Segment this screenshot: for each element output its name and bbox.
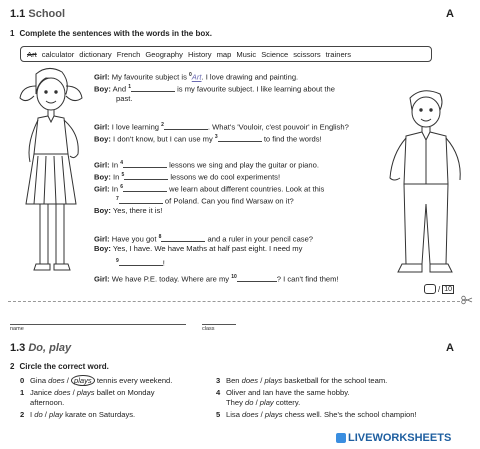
- line-text: . What's 'Vouloir, c'est pouvoir' in English?: [207, 122, 349, 132]
- line-text: In: [113, 172, 122, 182]
- speaker-label: Boy:: [94, 134, 111, 144]
- exercise-2-right-column: [216, 376, 478, 422]
- dialogue-line: [94, 206, 162, 216]
- boy-illustration: [382, 84, 474, 294]
- exercise-2-left-column: [20, 376, 216, 422]
- exercise-2-item: 3 Ben does / plays basketball for the school team.: [216, 376, 388, 385]
- answer-blank[interactable]: [124, 171, 168, 180]
- scissors-icon: [461, 295, 473, 305]
- option-a[interactable]: do: [245, 398, 254, 407]
- gap-number: 10: [231, 274, 237, 280]
- speaker-label: Girl:: [94, 160, 110, 170]
- answer-example: Art: [191, 72, 202, 82]
- word-box-item: Geography: [145, 49, 183, 59]
- line-text: And: [112, 84, 129, 94]
- word-box-item: Art: [27, 49, 37, 59]
- name-line: [10, 324, 186, 325]
- line-text: My favourite subject is: [111, 72, 189, 82]
- speaker-label: Girl:: [94, 184, 110, 194]
- item-text: karate on Saturdays.: [62, 410, 136, 419]
- word-box-item: French: [116, 49, 141, 59]
- dialogue-line: [94, 244, 302, 254]
- cut-line: [8, 301, 460, 302]
- line-text: In: [111, 160, 121, 170]
- speaker-label: Girl:: [94, 274, 110, 284]
- max-score: 10: [444, 285, 453, 293]
- level-badge-2: A: [446, 342, 454, 354]
- line-text: we learn about different countries. Look at this: [166, 184, 325, 194]
- line-text: In: [111, 184, 121, 194]
- item-number: 3: [216, 376, 221, 385]
- section-2-title: 1.3 Do, play: [10, 342, 72, 354]
- name-label: name: [10, 326, 24, 332]
- answer-blank[interactable]: [164, 121, 208, 130]
- item-text: cottery.: [273, 398, 301, 407]
- exercise-2-item: 2 I do / play karate on Saturdays.: [20, 410, 136, 419]
- score-input-box[interactable]: [424, 284, 436, 294]
- option-a[interactable]: does: [241, 376, 259, 385]
- line-text: Have you got: [111, 234, 159, 244]
- gap-number: 5: [121, 172, 125, 178]
- answer-blank[interactable]: [119, 195, 163, 204]
- item-text: ballet on Monday: [94, 388, 155, 397]
- line-text: !: [162, 258, 165, 268]
- option-a[interactable]: does: [54, 388, 71, 397]
- gap-number: 2: [161, 122, 164, 128]
- word-box-item: Music: [236, 49, 257, 59]
- option-b[interactable]: play: [259, 398, 274, 407]
- exercise-2-instruction: 2 Circle the correct word.: [10, 362, 109, 371]
- logo-icon: [336, 433, 346, 443]
- dialogue-line: [94, 256, 165, 269]
- speaker-label: Boy:: [94, 206, 111, 215]
- gap-number: 9: [116, 258, 119, 264]
- option-b[interactable]: plays: [264, 410, 283, 419]
- line-text: lessons we sing and play the guitar or piano.: [166, 160, 319, 170]
- dialogue-line: [94, 94, 132, 104]
- speaker-label: Girl:: [94, 72, 110, 82]
- item-number: 5: [216, 410, 221, 419]
- line-text: ? I can't find them!: [276, 274, 339, 284]
- item-text: Janice: [30, 388, 55, 397]
- word-box-item: Science: [261, 49, 289, 59]
- line-text: of Poland. Can you find Warsaw on it?: [162, 196, 294, 206]
- dialogue-line: [94, 132, 322, 145]
- dialogue-line: [94, 182, 324, 195]
- line-continuation: past.: [116, 94, 133, 103]
- gap-number: 0: [188, 72, 192, 78]
- dialogue-line: [94, 70, 298, 83]
- dialogue-line: [94, 82, 335, 95]
- exercise-2-item: 1 Janice does / plays ballet on Monday afternoon.: [20, 388, 155, 407]
- speaker-label: Girl:: [94, 122, 110, 132]
- line-text: is my favourite subject. I like learning about the: [174, 84, 335, 94]
- speaker-label: Boy:: [94, 172, 111, 182]
- section-1-title: 1.1 School: [10, 8, 66, 20]
- line-text: to find the words!: [261, 134, 322, 144]
- class-line: [202, 324, 236, 325]
- exercise-2-item: 0 Gina does / plays tennis every weekend.: [20, 376, 173, 385]
- gap-number: 6: [120, 184, 123, 190]
- answer-blank[interactable]: [158, 233, 205, 242]
- line-text: Yes, there it is!: [112, 206, 163, 215]
- word-box-item: History: [187, 49, 212, 59]
- girl-illustration: [8, 64, 90, 296]
- gap-number: 8: [158, 234, 162, 240]
- item-number: 0: [20, 376, 25, 385]
- item-text: tennis every weekend.: [94, 376, 173, 385]
- line-text: lessons we do cool experiments!: [168, 172, 281, 182]
- dialogue-line: [94, 120, 349, 133]
- line-text: We have P.E. today. Where are my: [111, 274, 232, 284]
- dialogue-line: [94, 194, 294, 207]
- option-b[interactable]: plays: [76, 388, 95, 397]
- item-number: 2: [20, 410, 25, 419]
- exercise-2-item: 4 Oliver and Ian have the same hobby. They do / play cottery.: [216, 388, 350, 407]
- dialogue-line: [94, 232, 313, 245]
- item-number: 4: [216, 388, 221, 397]
- line-text: Yes, I have. We have Maths at half past eight. I need my: [112, 244, 303, 253]
- item-text: Gina: [30, 376, 49, 385]
- score-box: / 10: [424, 284, 454, 294]
- line-text: . I love drawing and painting.: [201, 72, 299, 82]
- liveworksheets-logo: LIVEWORKSHEETS: [336, 432, 451, 444]
- answer-blank[interactable]: [119, 257, 163, 266]
- answer-blank[interactable]: [237, 273, 277, 282]
- gap-number: 4: [120, 160, 123, 166]
- item-text: chess well. She's the school champion!: [282, 410, 417, 419]
- gap-number: 1: [128, 84, 131, 90]
- item-text: They: [226, 398, 245, 407]
- speaker-label: Boy:: [94, 84, 111, 94]
- item-number: 1: [20, 388, 25, 397]
- item-text: Ben: [226, 376, 242, 385]
- word-box-item: scissors: [293, 49, 321, 59]
- exercise-2-item: 5 Lisa does / plays chess well. She's the school champion!: [216, 410, 417, 419]
- item-text: afternoon.: [30, 398, 65, 407]
- answer-blank[interactable]: [218, 133, 262, 142]
- item-text: basketball for the school team.: [282, 376, 388, 385]
- line-text: and a ruler in your pencil case?: [205, 234, 314, 244]
- line-text: I don't know, but I can use my: [113, 134, 215, 144]
- item-text: Lisa: [226, 410, 243, 419]
- word-box-item: map: [216, 49, 232, 59]
- word-box-item: trainers: [325, 49, 351, 59]
- class-label: class: [202, 326, 215, 332]
- option-b[interactable]: play: [49, 410, 63, 419]
- option-a[interactable]: does: [48, 376, 65, 385]
- word-box: [20, 46, 432, 62]
- option-b[interactable]: plays: [71, 375, 95, 386]
- exercise-1-instruction: 1 Complete the sentences with the words in the box.: [10, 29, 212, 38]
- answer-blank[interactable]: [123, 183, 167, 192]
- speaker-label: Boy:: [94, 244, 111, 253]
- dialogue-line: [94, 158, 319, 171]
- answer-blank[interactable]: [123, 159, 167, 168]
- option-a[interactable]: does: [242, 410, 259, 419]
- option-b[interactable]: plays: [264, 376, 283, 385]
- item-text: I: [30, 410, 35, 419]
- speaker-label: Girl:: [94, 234, 110, 244]
- word-box-item: calculator: [41, 49, 75, 59]
- answer-blank[interactable]: [131, 83, 175, 92]
- word-box-item: dictionary: [79, 49, 112, 59]
- line-text: I love learning: [111, 122, 162, 132]
- gap-number: 7: [116, 196, 119, 202]
- dialogue-line: [94, 272, 339, 285]
- level-badge-1: A: [446, 8, 454, 20]
- gap-number: 3: [214, 134, 218, 140]
- dialogue-line: [94, 170, 280, 183]
- item-text: Oliver and Ian have the same hobby.: [226, 388, 350, 397]
- option-a[interactable]: do: [34, 410, 43, 419]
